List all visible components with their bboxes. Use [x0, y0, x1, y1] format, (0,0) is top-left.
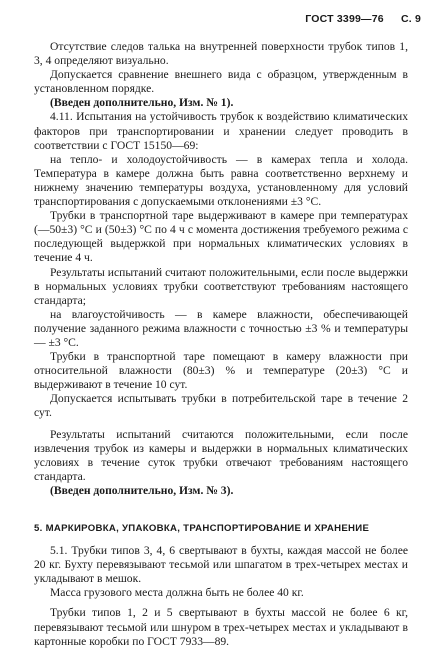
- document-body: [34, 40, 408, 649]
- paragraph: Допускается испытывать трубки в потребительской таре в течение 2 сут.: [34, 392, 408, 420]
- paragraph: Масса грузового места должна быть не более 40 кг.: [50, 586, 304, 600]
- paragraph: Трубки в транспортной таре помещают в камеру влажности при относительной влажности (80±3) % и температуре (20±3) °С и выдерживают в течение 10 сут.: [34, 350, 408, 392]
- clause-4-11: 4.11. Испытания на устойчивость трубок к воздействию климатических факторов при транспортировании и хранении следует проводить в соответствии с ГОСТ 15150—69:: [34, 110, 408, 152]
- paragraph: Результаты испытаний считают положительными, если после выдержки в нормальных условиях трубки соответствуют требованиям настоящего стандарта;: [34, 265, 408, 307]
- paragraph: на влагоустойчивость — в камере влажности, обеспечивающей получение заданного режима влажности с точностью ±3 % и температуры — ±3 °С.: [34, 307, 408, 349]
- paragraph: Отсутствие следов талька на внутренней поверхности трубок типов 1, 3, 4 определяют визуально.: [34, 40, 408, 68]
- paragraph: Допускается сравнение внешнего вида с образцом, утвержденным в установленном порядке.: [34, 68, 408, 96]
- paragraph: Результаты испытаний считаются положительными, если после извлечения трубок из камеры и выдержки в нормальных климатических условиях в течение суток трубки отвечают требованиям настоящего стандарта.: [34, 427, 408, 483]
- page-header: [305, 13, 421, 25]
- amendment-note: (Введен дополнительно, Изм. № 3).: [50, 483, 234, 497]
- amendment-note: (Введен дополнительно, Изм. № 1).: [50, 96, 234, 110]
- section-title: 5. МАРКИРОВКА, УПАКОВКА, ТРАНСПОРТИРОВАНИЕ И ХРАНЕНИЕ: [34, 523, 370, 534]
- clause-5-1: 5.1. Трубки типов 3, 4, 6 свертывают в бухты, каждая массой не более 20 кг. Бухту перевязывают тесьмой или шпагатом в трех-четырех местах и укладывают в мешок.: [34, 544, 408, 586]
- standard-number: ГОСТ 3399—76: [305, 13, 384, 25]
- page-number: С. 9: [400, 13, 421, 25]
- paragraph: Трубки в транспортной таре выдерживают в камере при температурах (—50±3) °С и (50±3) °С по 4 ч с момента достижения требуемого режима с последующей выдержкой при нормальных климатических условиях в течение 4 ч.: [34, 209, 408, 265]
- paragraph: Трубки типов 1, 2 и 5 свертывают в бухты массой не более 6 кг, перевязывают тесьмой или шнуром в трех-четырех местах и укладывают в картонные коробки по ГОСТ 7933—89.: [34, 606, 408, 648]
- paragraph: на тепло- и холодоустойчивость — в камерах тепла и холода. Температура в камере должна быть равна соответственно верхнему и нижнему значению температуры воздуха, установленному для условий транспортирования с допускаемыми отклонениями ±3 °С.: [34, 152, 408, 209]
